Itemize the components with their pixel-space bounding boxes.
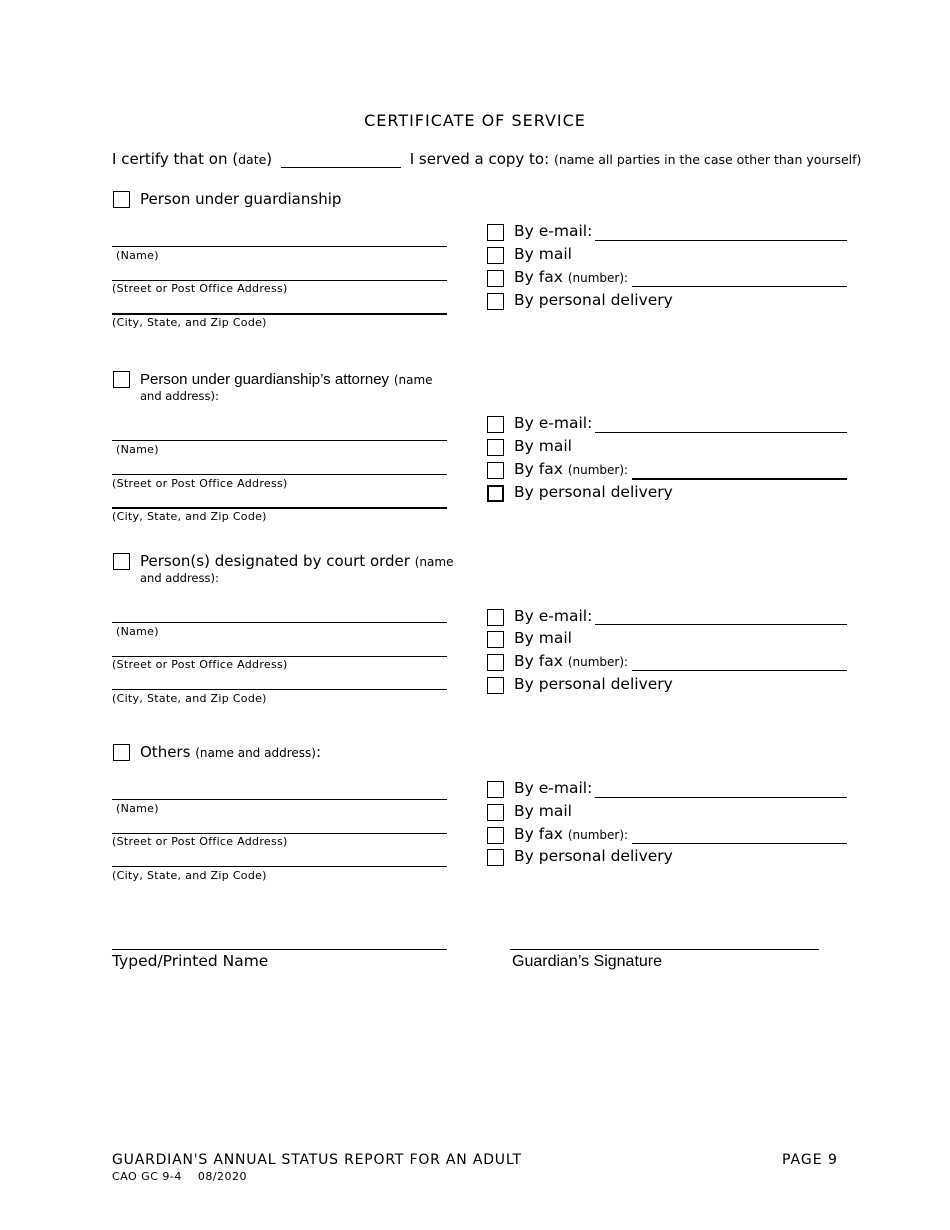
- party-2-personal-checkbox[interactable]: [487, 485, 504, 502]
- party-3-street-field[interactable]: [112, 656, 447, 657]
- party-3-personal-label: By personal delivery: [514, 675, 673, 693]
- footer-code-text: CAO GC 9-4: [112, 1170, 182, 1183]
- party-2-hint-2: and address):: [140, 389, 219, 403]
- party-4-personal-label: By personal delivery: [514, 847, 673, 865]
- party-4-fax-checkbox[interactable]: [487, 827, 504, 844]
- party-1-email-checkbox[interactable]: [487, 224, 504, 241]
- party-3-checkbox[interactable]: [113, 553, 130, 570]
- party-1-personal-label: By personal delivery: [514, 291, 673, 309]
- party-2-street-field[interactable]: [112, 474, 447, 475]
- party-4-mail-checkbox[interactable]: [487, 804, 504, 821]
- party-2-city-caption: (City, State, and Zip Code): [112, 510, 267, 523]
- party-1-street-caption: (Street or Post Office Address): [112, 282, 288, 295]
- party-3-mail-label: By mail: [514, 629, 572, 647]
- party-3-email-checkbox[interactable]: [487, 609, 504, 626]
- party-3-mail-checkbox[interactable]: [487, 631, 504, 648]
- party-1-checkbox[interactable]: [113, 191, 130, 208]
- party-4-name-field[interactable]: [112, 799, 447, 800]
- party-4-name-caption: (Name): [116, 802, 159, 815]
- party-1-fax-checkbox[interactable]: [487, 270, 504, 287]
- party-1-email-label: By e-mail:: [514, 222, 593, 240]
- party-3-fax-field[interactable]: [632, 670, 847, 671]
- party-1-mail-checkbox[interactable]: [487, 247, 504, 264]
- party-4-city-field[interactable]: [112, 866, 447, 867]
- fax-text: By fax: [514, 652, 563, 670]
- party-4-city-caption: (City, State, and Zip Code): [112, 869, 267, 882]
- party-2-city-field[interactable]: [112, 507, 447, 509]
- party-2-fax-label: [514, 460, 628, 478]
- party-4-fax-field[interactable]: [632, 843, 847, 844]
- certify-prefix: I certify that on (: [112, 150, 239, 168]
- fax-hint: (number):: [567, 655, 629, 669]
- party-1-name-caption: (Name): [116, 249, 159, 262]
- printed-name-label: Typed/Printed Name: [112, 952, 269, 970]
- party-4-street-field[interactable]: [112, 833, 447, 834]
- party-1-personal-checkbox[interactable]: [487, 293, 504, 310]
- served-text: I served a copy to:: [409, 150, 550, 168]
- party-1-label: Person under guardianship: [140, 190, 342, 208]
- fax-hint: (number):: [567, 828, 629, 842]
- party-2-email-label: By e-mail:: [514, 414, 593, 432]
- fax-text: By fax: [514, 268, 563, 286]
- party-3-label-text: Person(s) designated by court order: [140, 552, 410, 570]
- party-1-fax-field[interactable]: [632, 286, 847, 287]
- party-2-fax-checkbox[interactable]: [487, 462, 504, 479]
- party-4-hint: (name and address): [195, 746, 316, 760]
- party-2-personal-label: By personal delivery: [514, 483, 673, 501]
- party-1-fax-label: [514, 268, 628, 286]
- party-3-fax-checkbox[interactable]: [487, 654, 504, 671]
- date-field[interactable]: [281, 152, 401, 168]
- party-2-name-caption: (Name): [116, 443, 159, 456]
- party-1-city-caption: (City, State, and Zip Code): [112, 316, 267, 329]
- party-3-city-caption: (City, State, and Zip Code): [112, 692, 267, 705]
- party-4-street-caption: (Street or Post Office Address): [112, 835, 288, 848]
- certify-line: [112, 150, 861, 168]
- party-4-hint-suffix: :: [315, 743, 321, 761]
- party-1-mail-label: By mail: [514, 245, 572, 263]
- party-3-hint: (name: [414, 555, 454, 569]
- party-2-fax-field[interactable]: [632, 478, 847, 480]
- printed-name-field[interactable]: [112, 949, 447, 950]
- party-2-label-text: Person under guardianship’s attorney: [140, 371, 390, 388]
- party-1-email-field[interactable]: [595, 240, 847, 241]
- party-3-street-caption: (Street or Post Office Address): [112, 658, 288, 671]
- party-4-label-text: Others: [140, 743, 191, 761]
- party-2-label: [140, 370, 433, 388]
- party-2-street-caption: (Street or Post Office Address): [112, 477, 288, 490]
- party-4-label: [140, 743, 321, 761]
- party-4-email-field[interactable]: [595, 797, 847, 798]
- footer-date: 08/2020: [197, 1170, 248, 1183]
- guardian-signature-label: Guardian’s Signature: [512, 953, 663, 970]
- party-3-personal-checkbox[interactable]: [487, 677, 504, 694]
- party-1-city-field[interactable]: [112, 313, 447, 315]
- party-4-checkbox[interactable]: [113, 744, 130, 761]
- footer-code: [112, 1170, 247, 1183]
- party-2-mail-label: By mail: [514, 437, 572, 455]
- fax-text: By fax: [514, 460, 563, 478]
- party-3-hint-2: and address):: [140, 571, 219, 585]
- party-4-email-label: By e-mail:: [514, 779, 593, 797]
- party-2-checkbox[interactable]: [113, 371, 130, 388]
- party-1-street-field[interactable]: [112, 280, 447, 281]
- fax-text: By fax: [514, 825, 563, 843]
- fax-hint: (number):: [567, 463, 629, 477]
- footer-form-title: GUARDIAN'S ANNUAL STATUS REPORT FOR AN ADULT: [112, 1152, 522, 1168]
- party-4-email-checkbox[interactable]: [487, 781, 504, 798]
- party-4-personal-checkbox[interactable]: [487, 849, 504, 866]
- certify-date-word: date: [238, 152, 267, 167]
- party-2-mail-checkbox[interactable]: [487, 439, 504, 456]
- guardian-signature-field[interactable]: [510, 949, 819, 950]
- party-2-hint: (name: [393, 373, 433, 387]
- party-3-email-label: By e-mail:: [514, 607, 593, 625]
- party-3-city-field[interactable]: [112, 689, 447, 690]
- party-2-email-field[interactable]: [595, 432, 847, 433]
- party-4-mail-label: By mail: [514, 802, 572, 820]
- party-3-email-field[interactable]: [595, 624, 847, 625]
- footer-page-number: PAGE 9: [782, 1152, 838, 1168]
- party-3-fax-label: [514, 652, 628, 670]
- certify-suffix: ): [266, 150, 273, 168]
- party-3-name-caption: (Name): [116, 625, 159, 638]
- party-2-name-field[interactable]: [112, 440, 447, 441]
- page-title: CERTIFICATE OF SERVICE: [364, 111, 586, 130]
- fax-hint: (number):: [567, 271, 629, 285]
- party-4-fax-label: [514, 825, 628, 843]
- party-2-email-checkbox[interactable]: [487, 416, 504, 433]
- party-1-name-field[interactable]: [112, 246, 447, 247]
- served-hint: (name all parties in the case other than yourself): [553, 152, 862, 167]
- party-3-name-field[interactable]: [112, 622, 447, 623]
- party-3-label: [140, 552, 453, 570]
